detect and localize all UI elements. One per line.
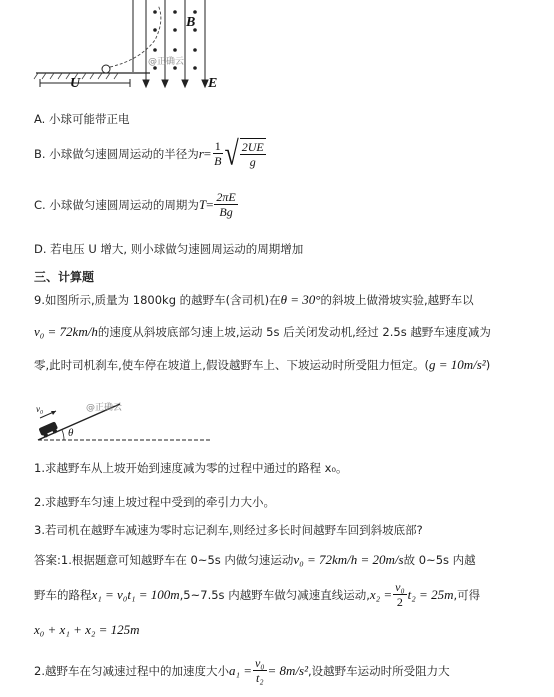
option-c-fraction [214, 190, 237, 219]
q9-line1-b: 的斜坡上做滑坡实验,越野车以 [320, 293, 474, 307]
answer-text-1b: 故 0~5s 内越 [403, 553, 476, 567]
section-title: 三、计算题 [34, 270, 95, 284]
option-b-eq: = [203, 145, 212, 161]
option-d: D. 若电压 U 增大, 则小球做匀速圆周运动的周期增加 [34, 242, 304, 256]
option-c-num: 2πE [216, 190, 236, 204]
q9-v0: v₀ = 72km/h [34, 324, 98, 339]
answer-text-1a: 答案:1.根据题意可知越野车在 0~5s 内做匀速运动 [34, 553, 294, 567]
sub-question-3: 3.若司机在越野车减速为零时忘记刹车,则经过多长时间越野车回到斜坡底部? [34, 523, 423, 537]
q9-g: g = 10m/s² [428, 357, 486, 372]
option-b-rad-frac [240, 138, 266, 169]
answer-a1-value: = 8m/s² [267, 662, 309, 678]
ground-line [34, 73, 150, 79]
q9-line3-b: ) [485, 358, 491, 372]
option-b-fraction [212, 139, 223, 168]
label-v0: v₀ [36, 404, 44, 414]
answer-text-2a: 野车的路程 [34, 587, 92, 602]
option-c-T: T [198, 196, 207, 212]
option-b-rad-num: 2UE [241, 140, 264, 154]
answer-line1 [34, 552, 476, 568]
label-B: B [186, 15, 196, 30]
q9-line1 [34, 292, 474, 308]
sub-question-1: 1.求越野车从上坡开始到速度减为零的过程中通过的路程 x₀。 [34, 461, 348, 475]
option-b-r: r [198, 145, 204, 161]
answer-x2-fraction [393, 580, 407, 609]
field-figure [30, 0, 230, 96]
q9-line2 [34, 324, 491, 340]
angle-arc [62, 430, 64, 440]
watermark-2: @正确云 [86, 403, 123, 413]
answer-a1-den: t₂ [256, 671, 264, 685]
answer-text-4b: ,设越野车运动时所受阻力大 [308, 663, 450, 678]
option-c-eq: = [206, 196, 214, 212]
answer-text-2b: ,5~7.5s 内越野车做匀减速直线运动, [179, 587, 370, 602]
answer-x1: x₁ = v₀t₁ = 100m [91, 586, 180, 602]
answer-x2-num: v₀ [395, 580, 405, 594]
q9-theta: θ = 30° [280, 292, 321, 307]
option-b-num: 1 [214, 139, 221, 153]
answer-v0: v₀ = 72km/h = 20m/s [293, 552, 404, 567]
label-theta: θ [68, 427, 74, 439]
answer-line3: x₀ + x₁ + x₂ = 125m [34, 622, 140, 637]
label-U: U [70, 76, 81, 91]
answer-a1-num: v₀ [255, 656, 265, 670]
sub-question-2: 2.求越野车匀速上坡过程中受到的牵引力大小。 [34, 495, 275, 509]
car-icon [38, 421, 59, 439]
option-a: A. 小球可能带正电 [34, 112, 130, 126]
option-b-den: B [214, 154, 222, 168]
slope-figure [34, 390, 214, 446]
q9-line2-b: 的速度从斜坡底部匀速上坡,运动 5s 后关闭发动机,经过 2.5s 越野车速度减为 [97, 325, 491, 339]
option-c [34, 190, 239, 219]
option-b-sqrt [224, 134, 266, 172]
answer-line2 [34, 580, 480, 609]
answer-a1-label: a₁ = [228, 662, 253, 678]
ball [102, 65, 110, 73]
option-b-text: B. 小球做匀速圆周运动的半径为 [34, 146, 199, 161]
option-c-text: C. 小球做匀速圆周运动的周期为 [34, 197, 199, 212]
option-c-den: Bg [219, 205, 233, 219]
q9-line3-a: 零,此时司机刹车,使车停在坡道上,假设越野车上、下坡运动时所受阻力恒定。( [34, 358, 429, 372]
electric-field-lines [133, 0, 208, 87]
label-E: E [208, 76, 218, 91]
option-b-rad-den: g [249, 155, 256, 169]
answer-text-4a: 2.越野车在匀减速过程中的加速度大小 [34, 663, 229, 678]
sqrt-icon: √ [224, 134, 239, 172]
q9-line3 [34, 357, 490, 373]
answer-x2-value: t₂ = 25m [407, 586, 454, 602]
voltage-arrow [40, 79, 130, 87]
answer-text-2c: ,可得 [453, 587, 481, 602]
answer-line4 [34, 656, 450, 685]
answer-x2-den: 2 [396, 595, 403, 609]
answer-x2-label: x₂ = [369, 586, 393, 602]
q9-line1-a: 9.如图所示,质量为 1800kg 的越野车(含司机)在 [34, 293, 281, 307]
watermark: @正确云 [148, 57, 185, 67]
answer-a1-fraction [253, 656, 267, 685]
option-b [34, 134, 267, 172]
